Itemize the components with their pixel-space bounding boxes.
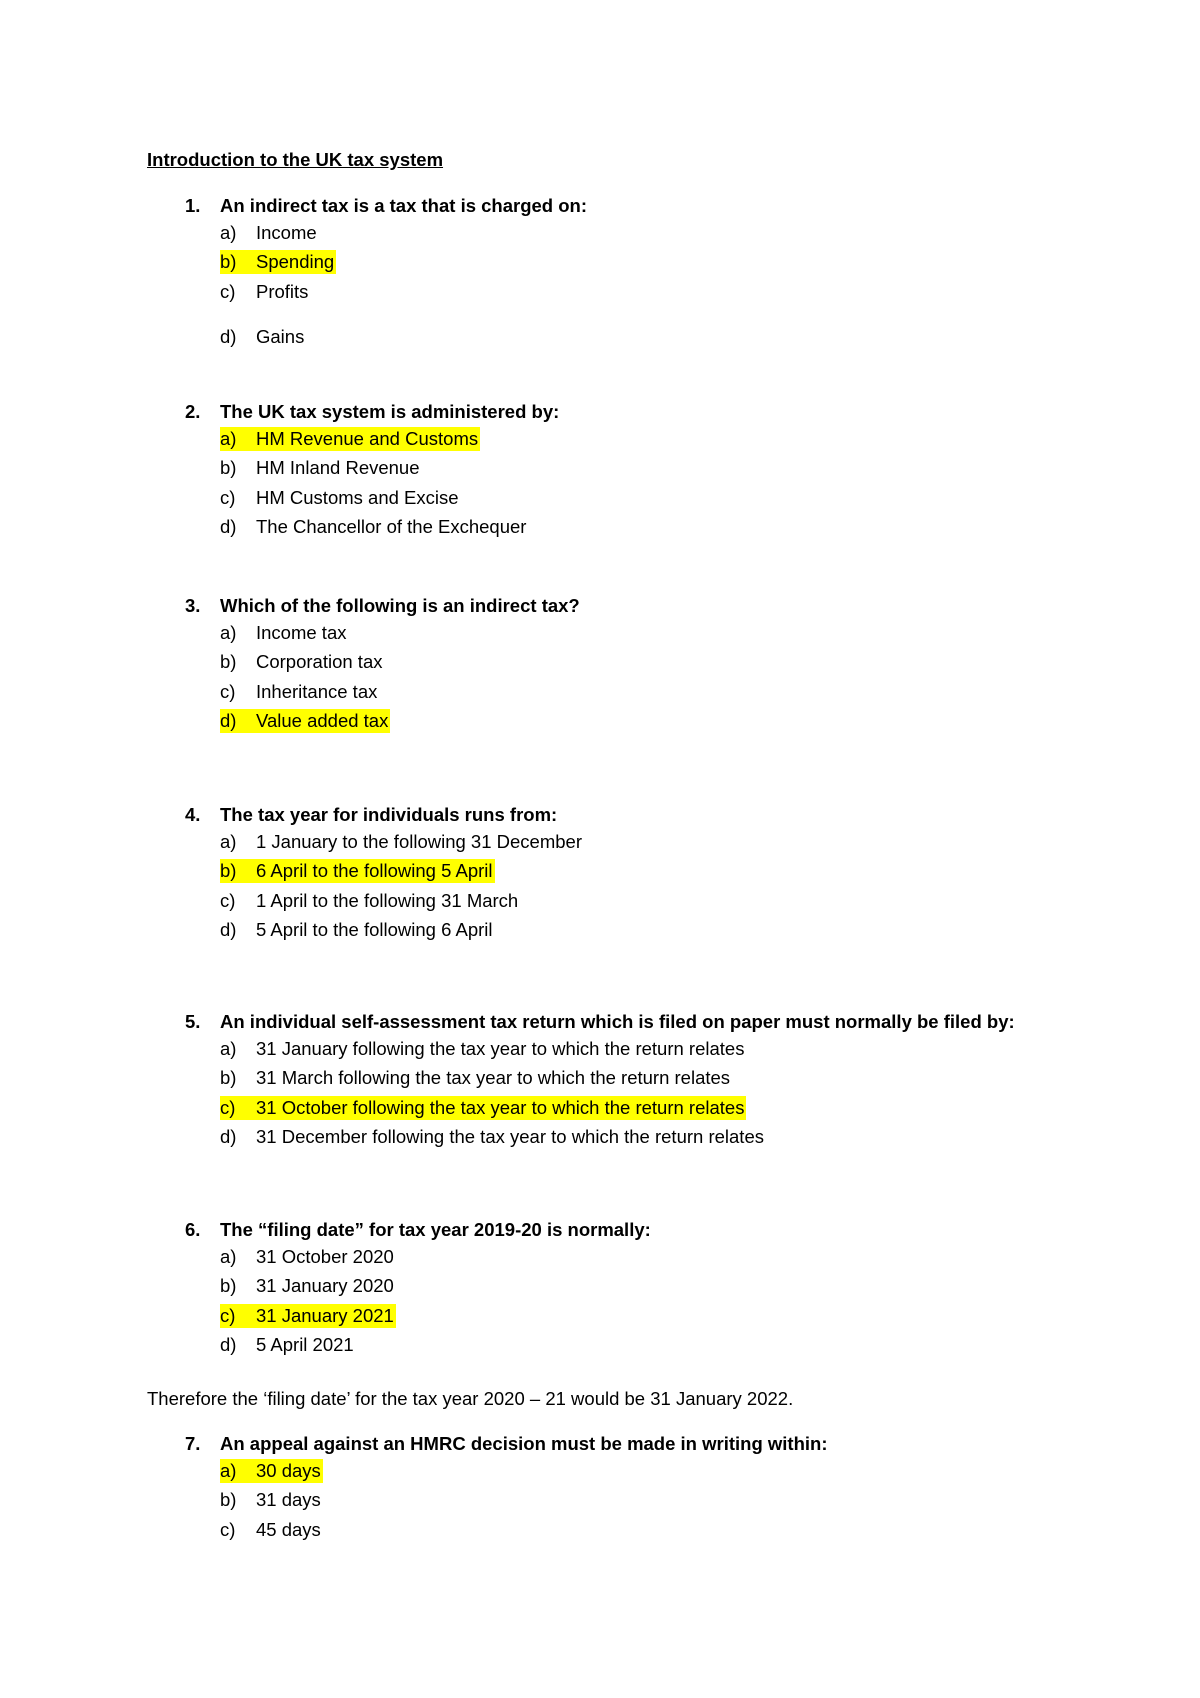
option-letter: c) (220, 1518, 236, 1540)
option-a (0, 1242, 1200, 1271)
option-text: 5 April 2021 (256, 1333, 354, 1355)
option-text: Inheritance tax (256, 680, 378, 702)
option-b (0, 247, 1200, 276)
option-text: 1 April to the following 31 March (256, 889, 519, 911)
option-b (0, 856, 1200, 885)
question-text: An indirect tax is a tax that is charged on: (220, 195, 588, 216)
option-a (0, 827, 1200, 856)
option-letter: a) (220, 222, 237, 243)
option-text: 31 January following the tax year to which the return relates (256, 1038, 745, 1059)
option-b (0, 1271, 1200, 1300)
option-letter: c) (220, 280, 236, 302)
option-letter: a) (220, 1246, 237, 1267)
page-title: Introduction to the UK tax system (147, 149, 444, 170)
option-text: Income tax (256, 622, 347, 643)
option-c (0, 483, 1200, 512)
option-d (0, 915, 1200, 944)
option-c (0, 277, 1200, 306)
option-letter: b) (220, 1489, 237, 1511)
option-letter: d) (220, 515, 237, 537)
option-text: 1 January to the following 31 December (256, 831, 582, 852)
question-4 (0, 803, 1200, 944)
question-header (0, 194, 1200, 218)
option-letter: c) (220, 889, 236, 911)
question-header (0, 1218, 1200, 1242)
question-header (0, 803, 1200, 827)
question-text: The tax year for individuals runs from: (220, 804, 558, 825)
question-7 (0, 1432, 1200, 1544)
option-text: 30 days (256, 1460, 321, 1481)
filing-date-note: Therefore the ‘filing date’ for the tax year 2020 – 21 would be 31 January 2022. (147, 1388, 794, 1409)
question-number: 4. (185, 804, 201, 825)
option-text: 31 January 2021 (256, 1304, 394, 1326)
option-d (0, 1330, 1200, 1359)
question-1 (0, 194, 1200, 351)
option-c (0, 1093, 1200, 1122)
option-letter: a) (220, 622, 237, 643)
option-text: 31 October following the tax year to which the return relates (256, 1096, 745, 1118)
option-letter: d) (220, 325, 237, 347)
question-text: An individual self-assessment tax return which is filed on paper must normally be filed by: (220, 1011, 1015, 1032)
question-number: 7. (185, 1433, 201, 1454)
option-text: Profits (256, 280, 309, 302)
option-letter: c) (220, 680, 236, 702)
option-a (0, 1034, 1200, 1063)
option-b (0, 1485, 1200, 1514)
question-header (0, 1432, 1200, 1456)
option-text: Income (256, 222, 317, 243)
question-3 (0, 594, 1200, 735)
option-c (0, 886, 1200, 915)
question-text: An appeal against an HMRC decision must be made in writing within: (220, 1433, 828, 1454)
question-text: Which of the following is an indirect tax? (220, 595, 580, 616)
option-a (0, 424, 1200, 453)
option-letter: b) (220, 1067, 237, 1089)
option-text: 45 days (256, 1518, 321, 1540)
option-text: HM Customs and Excise (256, 486, 459, 508)
option-letter: d) (220, 709, 237, 731)
question-5 (0, 1010, 1200, 1151)
option-text: Corporation tax (256, 651, 383, 673)
option-b (0, 1063, 1200, 1092)
option-a (0, 1456, 1200, 1485)
option-letter: c) (220, 1096, 236, 1118)
option-letter: a) (220, 1038, 237, 1059)
option-text: Gains (256, 325, 305, 347)
option-text: 5 April to the following 6 April (256, 918, 493, 940)
option-letter: a) (220, 428, 237, 449)
option-letter: d) (220, 1125, 237, 1147)
option-letter: b) (220, 860, 237, 882)
question-number: 5. (185, 1011, 201, 1032)
option-b (0, 647, 1200, 676)
option-d (0, 706, 1200, 735)
question-header (0, 1010, 1200, 1034)
question-number: 1. (185, 195, 201, 216)
option-letter: d) (220, 1333, 237, 1355)
option-text: 31 days (256, 1489, 321, 1511)
option-letter: a) (220, 831, 237, 852)
option-text: Spending (256, 251, 335, 273)
question-number: 3. (185, 595, 201, 616)
option-letter: c) (220, 486, 236, 508)
option-text: 31 October 2020 (256, 1246, 394, 1267)
option-letter: b) (220, 251, 237, 273)
option-text: The Chancellor of the Exchequer (256, 515, 527, 537)
option-letter: b) (220, 651, 237, 673)
option-text: 31 December following the tax year to which the return relates (256, 1125, 764, 1147)
question-header (0, 594, 1200, 618)
option-text: HM Inland Revenue (256, 457, 420, 479)
option-a (0, 218, 1200, 247)
option-text: Value added tax (256, 709, 389, 731)
option-letter: b) (220, 1275, 237, 1297)
option-c (0, 1515, 1200, 1544)
question-text: The “filing date” for tax year 2019-20 is normally: (220, 1219, 651, 1240)
option-text: 6 April to the following 5 April (256, 860, 493, 882)
question-header (0, 400, 1200, 424)
option-text: 31 January 2020 (256, 1275, 394, 1297)
question-6 (0, 1218, 1200, 1359)
option-letter: d) (220, 918, 237, 940)
option-text: 31 March following the tax year to which the return relates (256, 1067, 731, 1089)
option-letter: c) (220, 1304, 236, 1326)
question-number: 2. (185, 401, 201, 422)
option-b (0, 453, 1200, 482)
option-letter: b) (220, 457, 237, 479)
option-d (0, 512, 1200, 541)
question-number: 6. (185, 1219, 201, 1240)
option-c (0, 1301, 1200, 1330)
option-letter: a) (220, 1460, 237, 1481)
option-d (0, 322, 1200, 351)
option-text: HM Revenue and Customs (256, 428, 479, 449)
option-d (0, 1122, 1200, 1151)
question-2 (0, 400, 1200, 541)
option-a (0, 618, 1200, 647)
option-c (0, 677, 1200, 706)
question-text: The UK tax system is administered by: (220, 401, 560, 422)
